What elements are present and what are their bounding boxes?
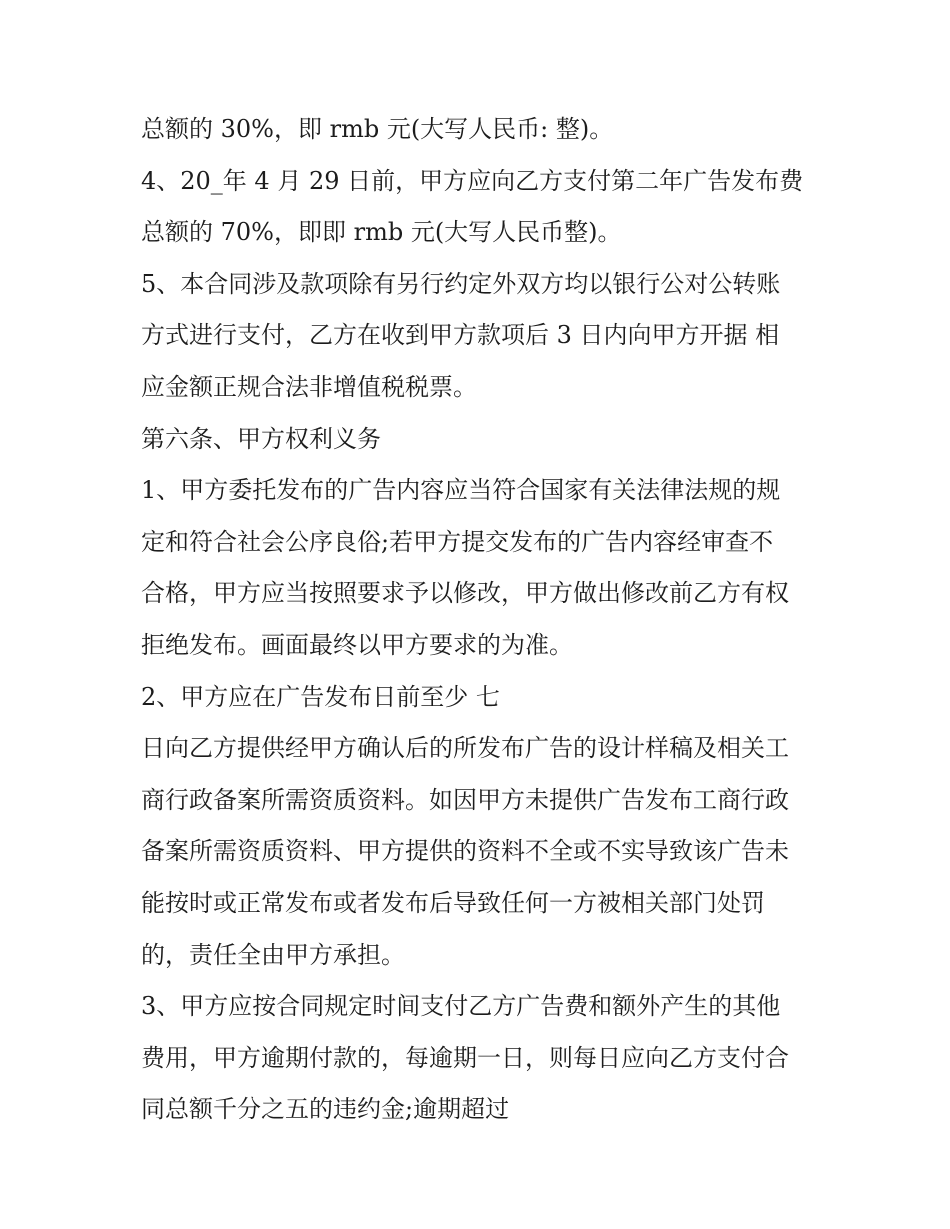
- text-line: 日向乙方提供经甲方确认后的所发布广告的设计样稿及相关工: [141, 734, 789, 763]
- text-line: 总额的 30%，即 rmb 元(大写人民币: 整)。: [141, 115, 614, 143]
- text-line: 费用，甲方逾期付款的，每逾期一日，则每日应向乙方支付合: [141, 1043, 789, 1072]
- text-line: 4、20_年 4 月 29 日前，甲方应向乙方支付第二年广告发布费: [141, 166, 804, 195]
- text-line: 1、甲方委托发布的广告内容应当符合国家有关法律法规的规: [141, 476, 781, 505]
- text-line: 备案所需资质资料、甲方提供的资料不全或不实导致该广告未: [141, 837, 789, 866]
- text-line: 3、甲方应按合同规定时间支付乙方广告费和额外产生的其他: [141, 992, 781, 1021]
- section-heading: 第六条、甲方权利义务: [141, 424, 381, 453]
- text-line: 定和符合社会公序良俗;若甲方提交发布的广告内容经审查不: [141, 527, 774, 556]
- text-line: 同总额千分之五的违约金;逾期超过: [141, 1095, 510, 1124]
- text-line: 应金额正规合法非增值税税票。: [141, 372, 477, 401]
- text-line: 的，责任全由甲方承担。: [141, 940, 405, 969]
- text-line: 能按时或正常发布或者发布后导致任何一方被相关部门处罚: [141, 888, 765, 917]
- text-line: 方式进行支付，乙方在收到甲方款项后 3 日内向甲方开据 相: [141, 321, 780, 350]
- text-line: 合格，甲方应当按照要求予以修改，甲方做出修改前乙方有权: [141, 579, 789, 608]
- text-line: 2、甲方应在广告发布日前至少 七: [141, 682, 500, 711]
- text-line: 商行政备案所需资质资料。如因甲方未提供广告发布工商行政: [141, 785, 789, 814]
- text-line: 5、本合同涉及款项除有另行约定外双方均以银行公对公转账: [141, 269, 781, 298]
- text-line: 总额的 70%，即即 rmb 元(大写人民币整)。: [141, 218, 622, 247]
- text-line: 拒绝发布。画面最终以甲方要求的为准。: [141, 630, 573, 659]
- contract-text: [141, 104, 831, 1136]
